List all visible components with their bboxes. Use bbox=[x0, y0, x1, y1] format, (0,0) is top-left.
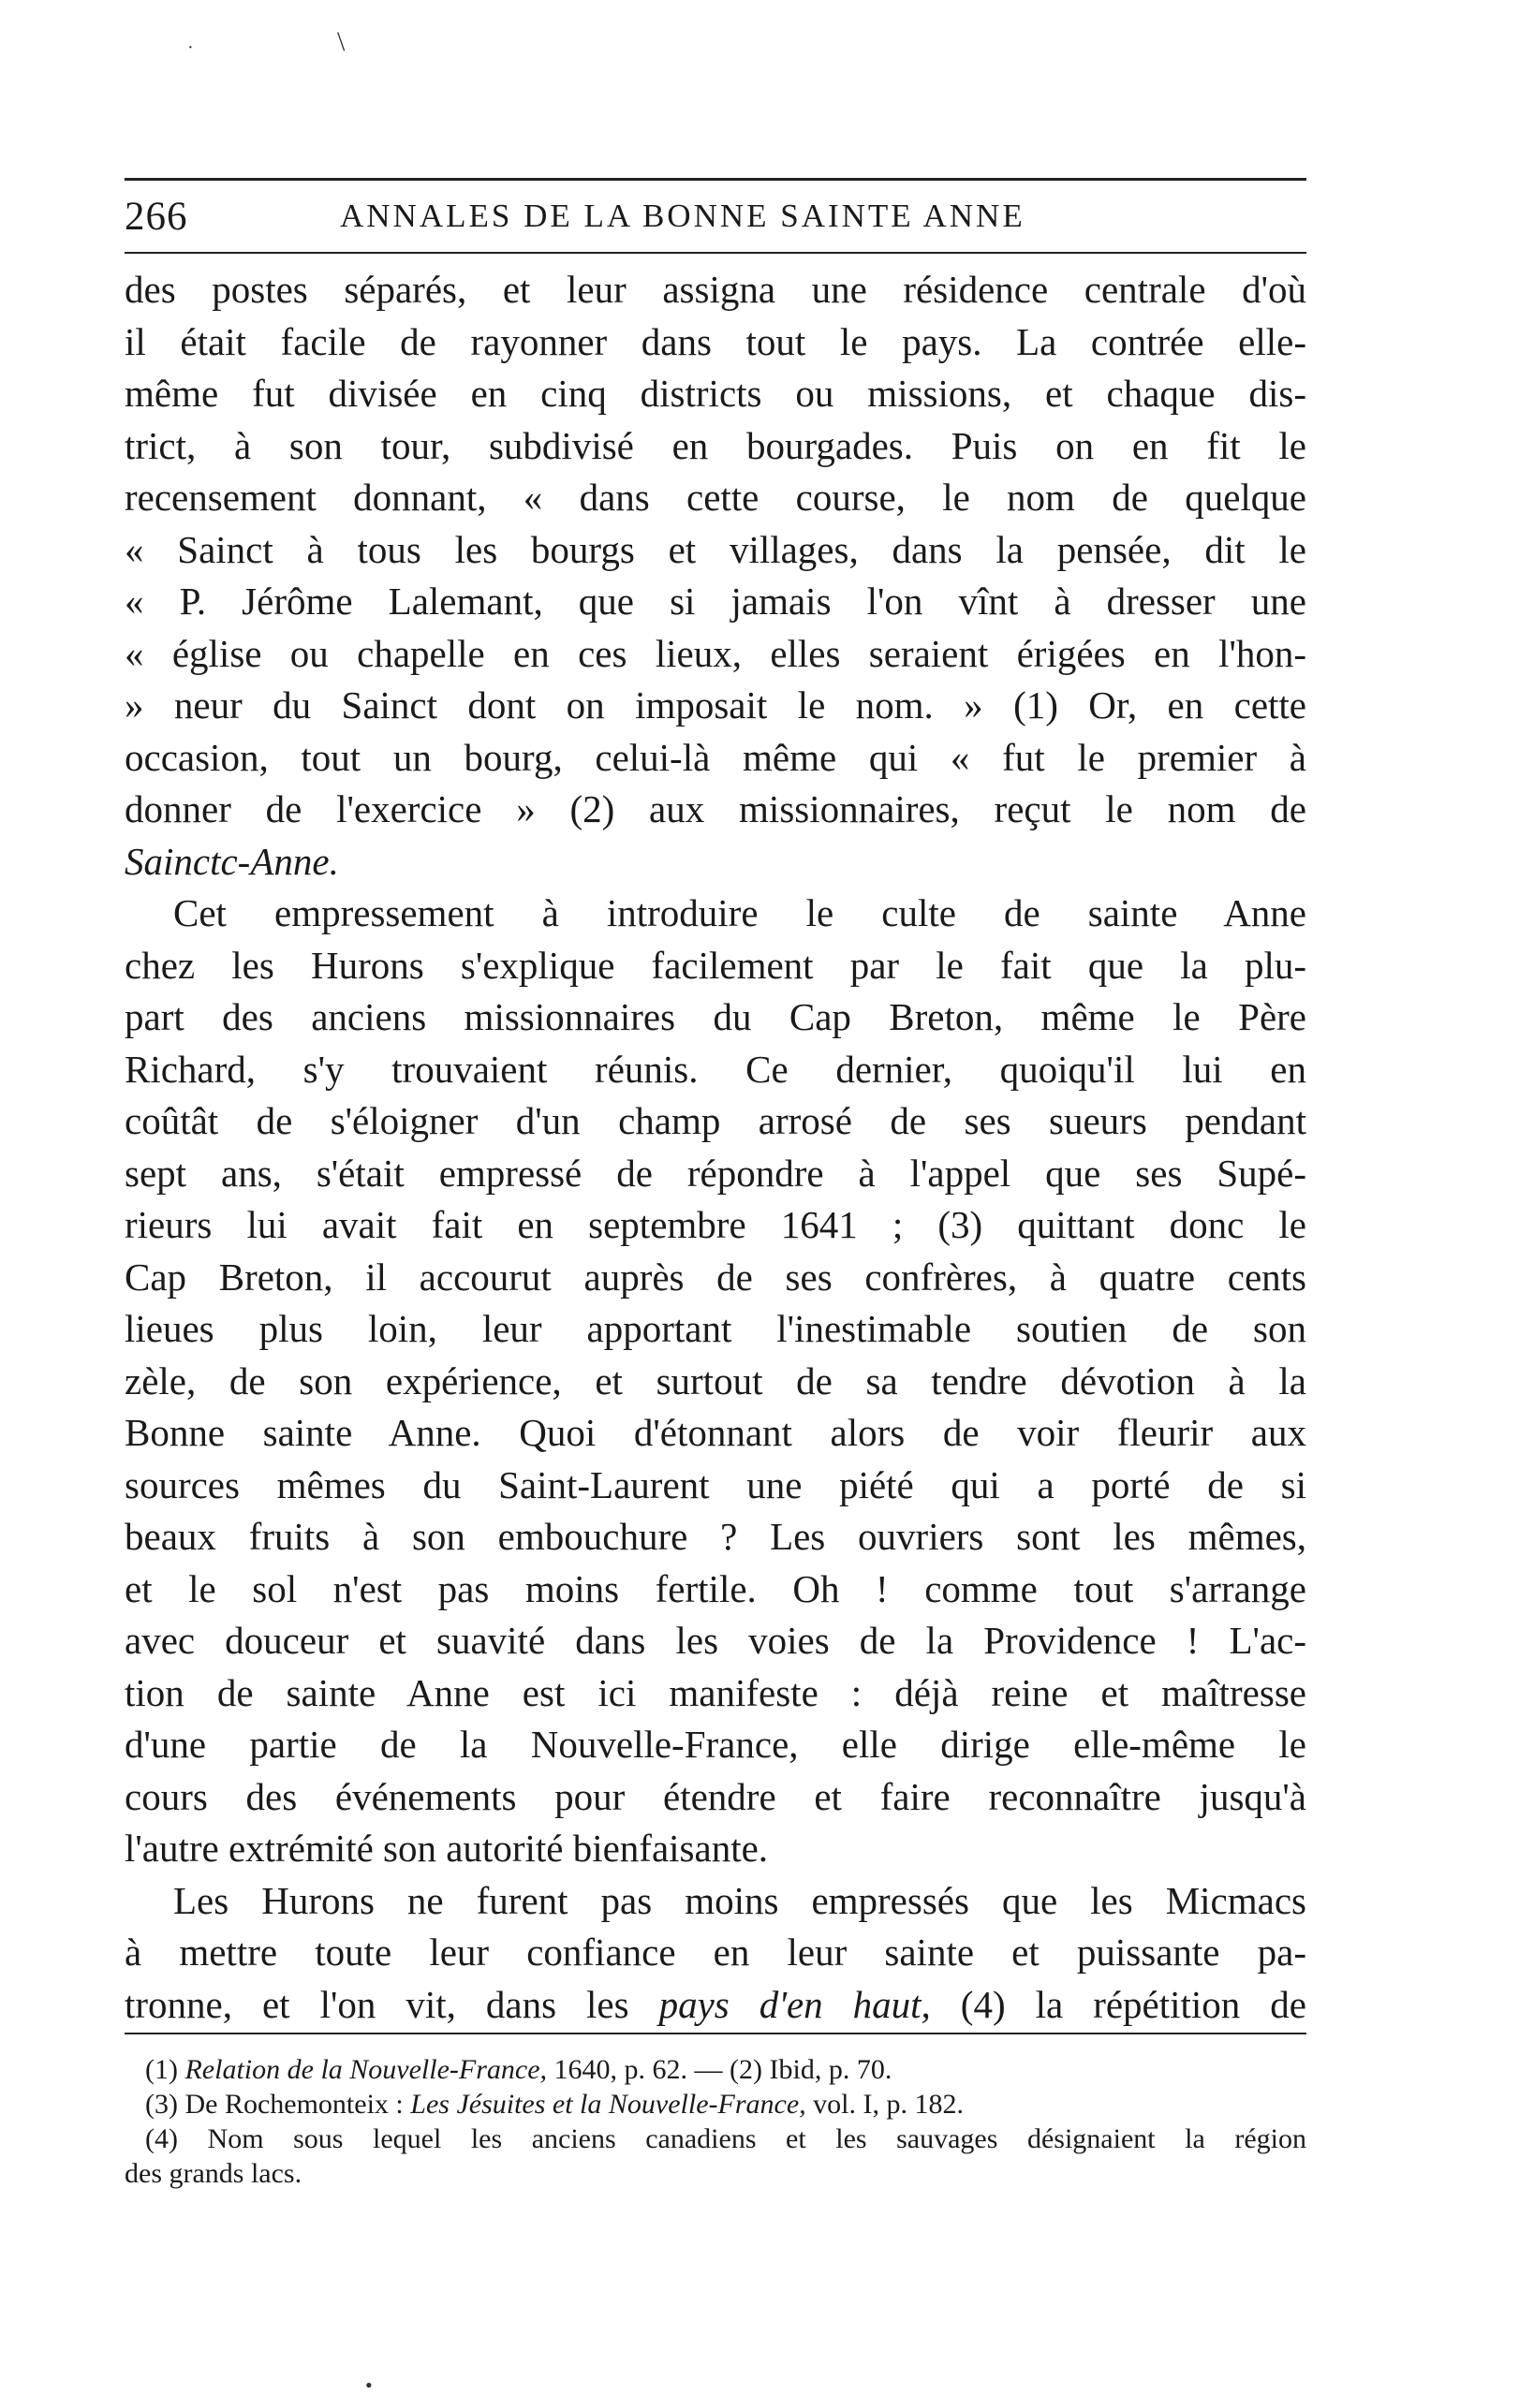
text-line: » neur du Sainct dont on imposait le nom. » (1) Or, en cette bbox=[125, 683, 1306, 727]
text-line bbox=[125, 1979, 1306, 2032]
footnote-rule bbox=[125, 2033, 1306, 2034]
text-line: l'autre extrémité son autorité bienfaisante. bbox=[125, 1827, 769, 1870]
text-line: Sainctc-Anne. bbox=[125, 839, 339, 883]
text-line: sept ans, s'était empressé de répondre à l'appel que ses Supé- bbox=[125, 1151, 1306, 1195]
scan-speck: \ bbox=[337, 26, 346, 57]
footnote-italic: Les Jésuites et la Nouvelle-France, bbox=[410, 2089, 806, 2120]
text-segment: tronne, et l'on vit, dans les bbox=[125, 1982, 659, 2026]
text-line: et le sol n'est pas moins fertile. Oh ! comme tout s'arrange bbox=[125, 1566, 1306, 1610]
text-line: cours des événements pour étendre et faire reconnaître jusqu'à bbox=[125, 1774, 1306, 1818]
text-line: « P. Jérôme Lalemant, que si jamais l'on vînt à dresser une bbox=[125, 580, 1306, 623]
paragraph-start-line: Cet empressement à introduire le culte de sainte Anne bbox=[173, 891, 1306, 934]
text-line: beaux fruits à son embouchure ? Les ouvriers sont les mêmes, bbox=[125, 1515, 1306, 1558]
text-line: recensement donnant, « dans cette course, le nom de quelque bbox=[125, 476, 1306, 519]
footnote-4-continued: des grands lacs. bbox=[125, 2158, 302, 2189]
footnote-1 bbox=[145, 2052, 1306, 2087]
footnote-marker: (1) bbox=[145, 2054, 185, 2085]
text-line: tion de sainte Anne est ici manifeste : déjà reine et maîtresse bbox=[125, 1670, 1306, 1714]
text-line: des postes séparés, et leur assigna une résidence centrale d'où bbox=[125, 268, 1306, 311]
body-text bbox=[125, 264, 1306, 2031]
text-line: rieurs lui avait fait en septembre 1641 ; (3) quittant donc le bbox=[125, 1203, 1306, 1246]
footnote-italic: Relation de la Nouvelle-France, bbox=[184, 2054, 548, 2085]
page-header bbox=[125, 178, 1306, 254]
text-line: part des anciens missionnaires du Cap Breton, même le Père bbox=[125, 995, 1306, 1038]
text-line: « église ou chapelle en ces lieux, elles seraient érigées en l'hon- bbox=[125, 631, 1306, 675]
scan-speck: · bbox=[187, 37, 194, 58]
text-line: avec douceur et suavité dans les voies de la Providence ! L'ac- bbox=[125, 1619, 1306, 1662]
footnotes bbox=[125, 2052, 1306, 2191]
paragraph-start-line: Les Hurons ne furent pas moins empressés que les Micmacs bbox=[173, 1878, 1306, 1922]
text-line: « Sainct à tous les bourgs et villages, dans la pensée, dit le bbox=[125, 527, 1306, 571]
text-line: sources mêmes du Saint-Laurent une piété qui a porté de si bbox=[125, 1462, 1306, 1506]
footnote-text: vol. I, p. 182. bbox=[805, 2089, 964, 2120]
text-line: à mettre toute leur confiance en leur sainte et puissante pa- bbox=[125, 1931, 1306, 1974]
text-line: il était facile de rayonner dans tout le pays. La contrée elle- bbox=[125, 319, 1306, 363]
text-line: d'une partie de la Nouvelle-France, elle dirige elle-même le bbox=[125, 1723, 1306, 1766]
footnote-marker: (3) De Rochemonteix : bbox=[145, 2089, 411, 2120]
italic-phrase: pays d'en haut, bbox=[658, 1982, 931, 2026]
text-line: coûtât de s'éloigner d'un champ arrosé de ses sueurs pendant bbox=[125, 1099, 1306, 1142]
text-line: lieues plus loin, leur apportant l'inestimable soutien de son bbox=[125, 1307, 1306, 1350]
text-line: occasion, tout un bourg, celui-là même qui « fut le premier à bbox=[125, 735, 1306, 779]
text-line: Cap Breton, il accourut auprès de ses confrères, à quatre cents bbox=[125, 1255, 1306, 1299]
text-line: trict, à son tour, subdivisé en bourgades. Puis on en fit le bbox=[125, 423, 1306, 467]
page-number: 266 bbox=[125, 194, 188, 239]
text-segment: (4) la répétition de bbox=[930, 1982, 1306, 2026]
running-title: ANNALES DE LA BONNE SAINTE ANNE bbox=[340, 198, 1025, 234]
text-line: chez les Hurons s'explique facilement par le fait que la plu- bbox=[125, 943, 1306, 987]
text-line: donner de l'exercice » (2) aux missionnaires, reçut le nom de bbox=[125, 787, 1306, 830]
text-line: Richard, s'y trouvaient réunis. Ce dernier, quoiqu'il lui en bbox=[125, 1047, 1306, 1091]
text-line: Bonne sainte Anne. Quoi d'étonnant alors de voir fleurir aux bbox=[125, 1411, 1306, 1454]
footnote-4: (4) Nom sous lequel les anciens canadiens et les sauvages désignaient la région bbox=[145, 2123, 1306, 2154]
scan-speck: • bbox=[365, 2373, 373, 2397]
text-line: même fut divisée en cinq districts ou missions, et chaque dis- bbox=[125, 372, 1306, 415]
footnote-3 bbox=[145, 2087, 1306, 2122]
text-line: zèle, de son expérience, et surtout de sa tendre dévotion à la bbox=[125, 1358, 1306, 1402]
footnote-text: 1640, p. 62. — (2) Ibid, p. 70. bbox=[547, 2054, 892, 2085]
